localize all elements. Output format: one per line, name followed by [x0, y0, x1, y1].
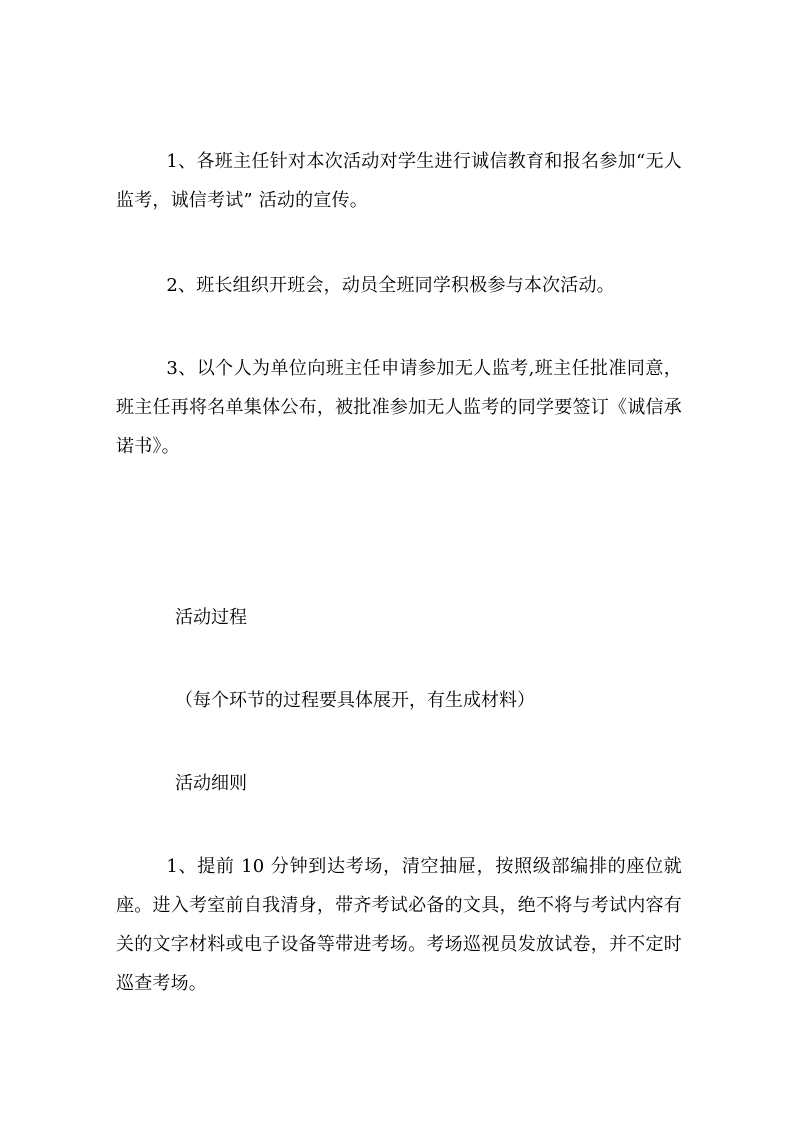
prep-item-3: 3、以个人为单位向班主任申请参加无人监考,班主任批准同意，班主任再将名单集体公布，被批准参加无人监考的同学要签订《诚信承诺书》。 [116, 358, 682, 457]
prep-item-1: 1、各班主任针对本次活动对学生进行诚信教育和报名参加“无人监考，诚信考试” 活动的宣传。 [116, 151, 682, 211]
rules-item-1: 1、提前 10 分钟到达考场，清空抽屉，按照级部编排的座位就座。进入考室前自我清身，带齐考试必备的文具，绝不将与考试内容有关的文字材料或电子设备等带进考场。考场巡视员发放试卷，并不定时巡查考场。 [116, 856, 682, 994]
process-note: （每个环节的过程要具体展开，有生成材料） [175, 690, 535, 711]
prep-item-2: 2、班长组织开班会，动员全班同学积极参与本次活动。 [166, 275, 615, 296]
process-heading: 活动过程 [175, 607, 247, 628]
rules-heading: 活动细则 [175, 773, 247, 794]
